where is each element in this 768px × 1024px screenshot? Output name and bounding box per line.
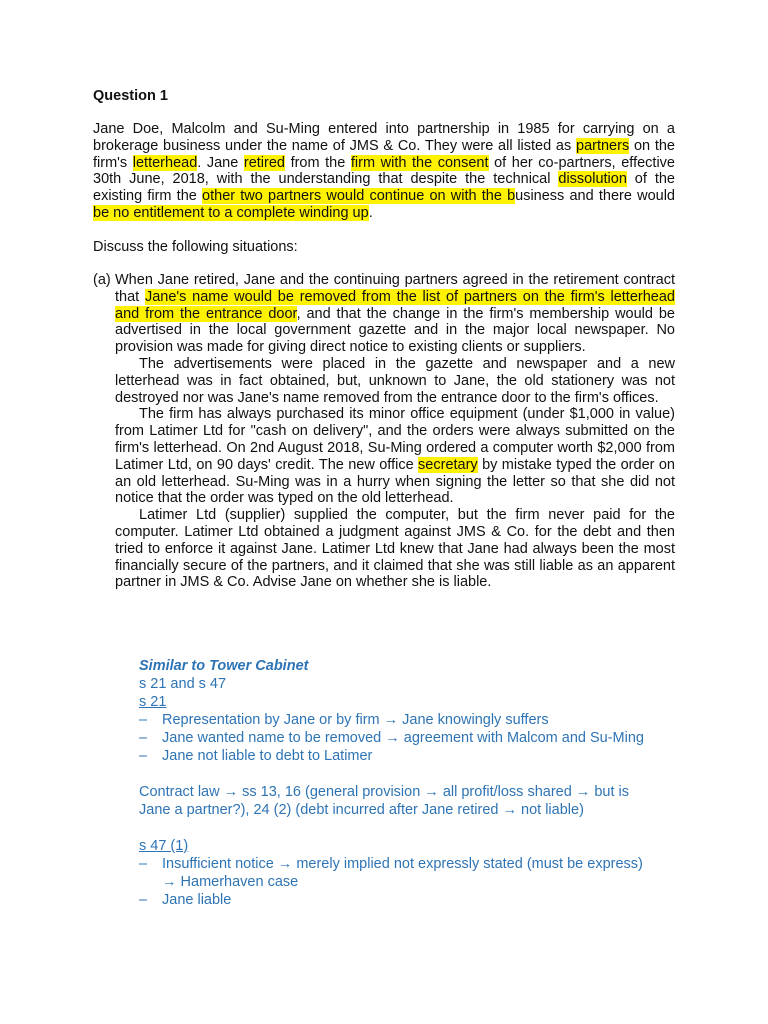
part-a-text-1: When Jane retired, Jane and the continuing partners agreed in the retirement contract that xyxy=(115,272,675,305)
highlight-retired: retired xyxy=(243,154,285,171)
part-a-text-2: , and that the change in the firm's membership would be advertised in the local government gazette and in the major local newspaper. No provision was made for giving direct notice to existing clients or suppliers. xyxy=(115,305,675,356)
notes-s47-heading: s 47 (1) xyxy=(139,838,189,854)
notes-sections-line: s 21 and s 47 xyxy=(139,676,227,692)
question-title: Question 1 xyxy=(93,88,168,104)
dash-icon: – xyxy=(139,856,148,872)
highlight-consent: firm with the consent xyxy=(350,154,489,171)
dash-icon: – xyxy=(139,712,148,728)
answer-notes xyxy=(139,657,684,909)
notes-bullet-text: Representation by Jane or by firm → Jane knowingly suffers xyxy=(162,712,549,728)
notes-bullet xyxy=(139,711,684,729)
dash-icon: – xyxy=(139,730,148,746)
part-a-text-4: by mistake typed the order on an old letterhead. Su-Ming was in a hurry when signing the letter so that she did not notice that the order was typed on the old letterhead. xyxy=(115,456,675,507)
notes-bullet xyxy=(139,891,684,909)
dash-icon: – xyxy=(139,892,148,908)
part-a-paragraph-3 xyxy=(115,406,675,507)
notes-contract-line-2: Jane a partner?), 24 (2) (debt incurred after Jane retired → not liable) xyxy=(139,802,584,818)
intro-paragraph xyxy=(93,121,675,222)
intro-text-8: . xyxy=(368,204,373,221)
intro-text-4: from the xyxy=(285,154,351,171)
notes-bullet xyxy=(139,729,684,747)
intro-text-5: of her co-partners, effective 30th June, 2018, with the understanding that despite the technical xyxy=(93,154,675,188)
part-a-body xyxy=(115,272,675,591)
highlight-name-removed: Jane's name would be removed from the list of partners on the firm's letterhead and from the entrance door xyxy=(115,288,675,322)
highlight-letterhead: letterhead xyxy=(132,154,198,171)
intro-text-2: on the firm's xyxy=(93,137,675,171)
intro-text-3: . Jane xyxy=(197,154,244,171)
part-a-text-3: The firm has always purchased its minor office equipment (under $1,000 in value) from Latimer Ltd for "cash on delivery", and the orders were always submitted on the firm's letterhead. On 2nd August 2018, Su-Ming ordered a computer worth $2,000 from Latimer Ltd, on 90 days' credit. The new office xyxy=(115,406,675,473)
highlight-secretary: secretary xyxy=(418,456,478,473)
intro-text-6: of the existing firm the xyxy=(93,171,675,205)
highlight-winding-up: be no entitlement to a complete winding up xyxy=(93,204,369,221)
part-a-label: (a) xyxy=(93,272,111,288)
dash-icon: – xyxy=(139,748,148,764)
part-a-paragraph-4: Latimer Ltd (supplier) supplied the computer, but the firm never paid for the computer. Latimer Ltd obtained a judgment against JMS & Co. for the debt and then tried to enforce it against Jane. Latimer Ltd knew that Jane had always been the most financially secure of the partners, and it claimed that she was still liable as an apparent partner in JMS & Co. Advise Jane on whether she is liable. xyxy=(115,507,675,591)
part-a-paragraph-2: The advertisements were placed in the gazette and newspaper and a new letterhead was in fact obtained, but, unknown to Jane, the old stationery was not destroyed nor was Jane's name removed from the entrance door to the firm's offices. xyxy=(115,355,675,406)
notes-contract-line-1: Contract law → ss 13, 16 (general provision → all profit/loss shared → but is xyxy=(139,784,629,800)
notes-bullet-text: Jane liable xyxy=(162,892,232,908)
part-a-paragraph-1 xyxy=(115,272,675,356)
intro-text-1: Jane Doe, Malcolm and Su-Ming entered into partnership in 1985 for carrying on a brokerage business under the name of JMS & Co. They were all listed as xyxy=(93,121,675,154)
highlight-dissolution: dissolution xyxy=(558,171,627,188)
discuss-line: Discuss the following situations: xyxy=(93,239,298,255)
notes-bullet-continuation: → Hamerhaven case xyxy=(162,874,299,890)
notes-bullet-text: Insufficient notice → merely implied not expressly stated (must be express) xyxy=(162,856,643,872)
highlight-continue: other two partners would continue on with the b xyxy=(202,188,516,205)
notes-s21-heading: s 21 xyxy=(139,694,167,710)
notes-heading: Similar to Tower Cabinet xyxy=(139,658,309,674)
notes-bullet xyxy=(139,855,684,873)
part-a xyxy=(93,272,675,591)
notes-bullet xyxy=(139,747,684,765)
highlight-partners: partners xyxy=(576,137,630,154)
notes-bullet-text: Jane not liable to debt to Latimer xyxy=(162,748,373,764)
notes-bullet-text: Jane wanted name to be removed → agreement with Malcom and Su-Ming xyxy=(162,730,644,746)
intro-text-7: usiness and there would xyxy=(515,188,675,205)
